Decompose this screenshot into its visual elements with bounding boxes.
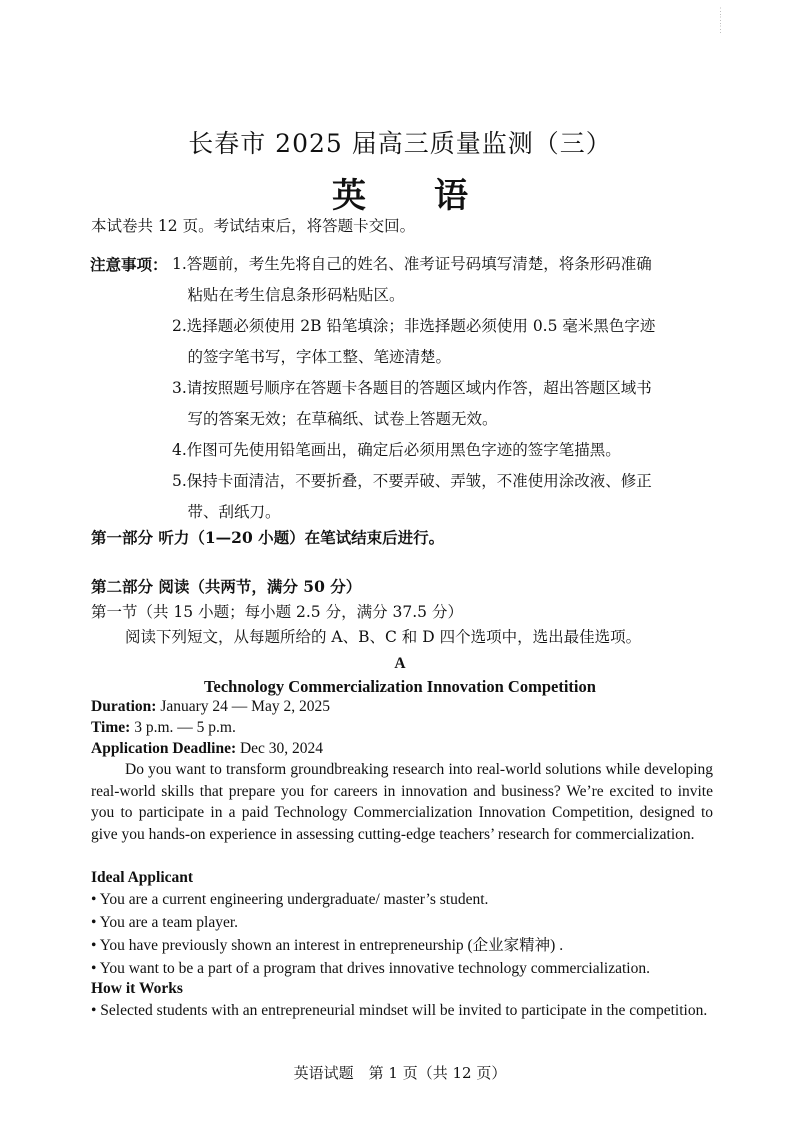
exam-intro: 本试卷共 12 页。考试结束后，将答题卡交回。 bbox=[91, 217, 416, 235]
deadline-line bbox=[91, 738, 323, 759]
notice-line: 1.答题前，考生先将自己的姓名、准考证号码填写清楚，将条形码准确 bbox=[172, 255, 652, 273]
time-value: 3 p.m. — 5 p.m. bbox=[130, 719, 236, 736]
notice-line: 粘贴在考生信息条形码粘贴区。 bbox=[172, 286, 405, 304]
deadline-value: Dec 30, 2024 bbox=[236, 740, 324, 757]
notice-line: 写的答案无效；在草稿纸、试卷上答题无效。 bbox=[172, 410, 498, 428]
notice-line: 3.请按照题号顺序在答题卡各题目的答题区域内作答，超出答题区域书 bbox=[172, 379, 652, 397]
ideal-applicant-heading: Ideal Applicant bbox=[91, 869, 194, 886]
time-label: Time: bbox=[91, 719, 131, 736]
list-item: • You want to be a part of a program that drives innovative technology commercialization. bbox=[91, 960, 650, 977]
time-line bbox=[91, 717, 236, 738]
list-item: • Selected students with an entrepreneurial mindset will be invited to participate in the competition. bbox=[91, 1002, 708, 1019]
list-item: • You are a current engineering undergraduate/ master’s student. bbox=[91, 891, 489, 908]
notice-list bbox=[172, 249, 692, 528]
scan-mark-icon: ⋮ ⋮ ⋮ bbox=[716, 7, 725, 35]
how-it-works-heading: How it Works bbox=[91, 980, 183, 997]
duration-value: January 24 — May 2, 2025 bbox=[156, 698, 330, 715]
deadline-label: Application Deadline: bbox=[91, 740, 237, 757]
ideal-applicant-list bbox=[91, 888, 713, 980]
duration-line bbox=[91, 696, 330, 717]
list-item: • You are a team player. bbox=[91, 914, 239, 931]
subject-title: 英 语 bbox=[332, 176, 468, 216]
notice-line: 4.作图可先使用铅笔画出，确定后必须用黑色字迹的签字笔描黑。 bbox=[172, 441, 621, 459]
list-item: • You have previously shown an interest in entrepreneurship (企业家精神) . bbox=[91, 937, 564, 954]
part1-heading: 第一部分 听力（1—20 小题）在笔试结束后进行。 bbox=[91, 528, 445, 547]
notice-line: 2.选择题必须使用 2B 铅笔填涂；非选择题必须使用 0.5 毫米黑色字迹 bbox=[172, 317, 656, 335]
passage-letter: A bbox=[394, 655, 406, 672]
notice-line: 5.保持卡面清洁，不要折叠，不要弄破、弄皱，不准使用涂改液、修正 bbox=[172, 472, 652, 490]
section1-heading: 第一节（共 15 小题；每小题 2.5 分，满分 37.5 分） bbox=[91, 603, 463, 621]
duration-label: Duration: bbox=[91, 698, 157, 715]
page-footer: 英语试题 第 1 页（共 12 页） bbox=[293, 1064, 507, 1082]
how-it-works-list bbox=[91, 999, 713, 1022]
section1-instruction: 阅读下列短文，从每题所给的 A、B、C 和 D 四个选项中，选出最佳选项。 bbox=[125, 628, 642, 646]
exam-title: 长春市 2025 届高三质量监测（三） bbox=[188, 129, 612, 158]
notice-label: 注意事项： bbox=[90, 255, 168, 274]
part2-heading: 第二部分 阅读（共两节，满分 50 分） bbox=[91, 577, 362, 596]
passage-title: Technology Commercialization Innovation Competition bbox=[204, 677, 596, 696]
notice-line: 带、刮纸刀。 bbox=[172, 503, 281, 521]
passage-paragraph: Do you want to transform groundbreaking research into real-world solutions while developing real-world skills that prepare you for careers in innovation and business? We’re excited to invite you to participate in a paid Technology Commercialization Innovation Competition, designed to give you hands-on experience in assessing cutting-edge teachers’ research for commercialization. bbox=[91, 761, 713, 843]
notice-line: 的签字笔书写，字体工整、笔迹清楚。 bbox=[172, 348, 452, 366]
